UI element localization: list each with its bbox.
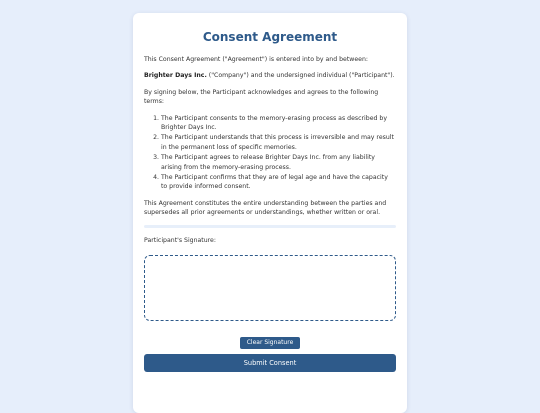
parties-text: ("Company") and the undersigned individual ("Participant"). (206, 72, 395, 80)
closing-paragraph: This Agreement constitutes the entire understanding between the parties and supersedes all prior agreements or understandings, whether written or oral. (144, 199, 387, 217)
parties-paragraph (144, 71, 396, 80)
acknowledge-paragraph: By signing below, the Participant acknowledges and agrees to the following terms: (144, 88, 379, 106)
intro-paragraph: This Consent Agreement ("Agreement") is entered into by and between: (144, 56, 368, 63)
clear-row (144, 329, 396, 349)
term-item: 1. The Participant consents to the memory-erasing process as described by Brighter Days Inc. (161, 114, 396, 133)
terms-list (144, 114, 396, 192)
company-name: Brighter Days Inc. (144, 72, 207, 80)
submit-consent-button[interactable]: Submit Consent (144, 354, 396, 372)
signature-pad[interactable] (144, 255, 396, 321)
term-item: 2. The Participant understands that this process is irreversible and may result in the permanent loss of specific memories. (161, 133, 396, 152)
section-divider (144, 225, 396, 228)
consent-card (133, 13, 407, 413)
signature-label: Participant's Signature: (144, 236, 216, 244)
term-item: 4. The Participant confirms that they are of legal age and have the capacity to provide informed consent. (161, 173, 396, 192)
page-title: Consent Agreement (202, 30, 338, 44)
term-item: 3. The Participant agrees to release Brighter Days Inc. from any liability arising from the memory-erasing process. (161, 153, 396, 172)
clear-signature-button[interactable]: Clear Signature (240, 337, 301, 349)
